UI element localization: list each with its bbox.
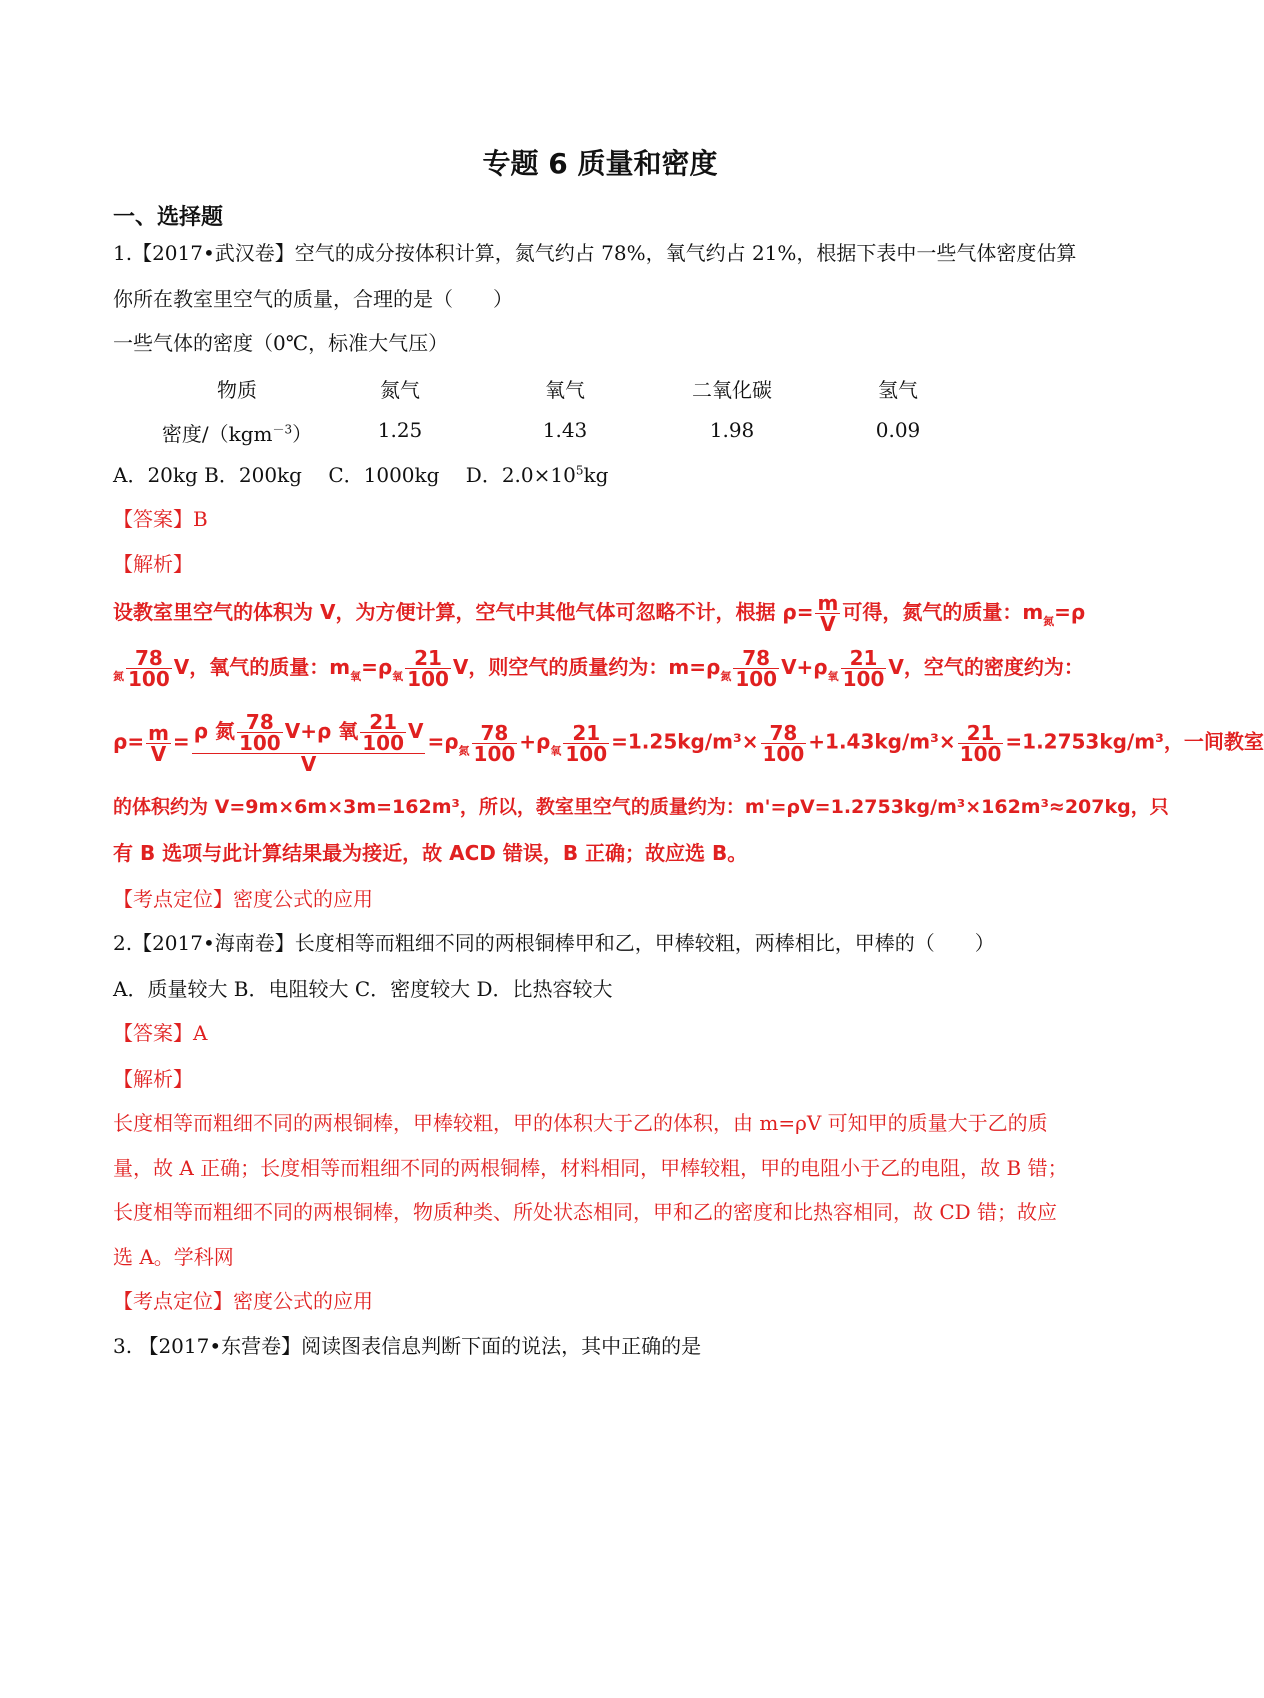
q1-analysis-line-4: 的体积约为 V=9m×6m×3m=162m³，所以，教室里空气的质量约为：m'=ρV=1.2753kg/m³×162m³≈207kg，只 [113,796,1169,818]
q1-answer: 【答案】B [113,507,208,531]
table-header-cell: 氢气 [878,378,918,402]
q2-options: A．质量较大 B．电阻较大 C．密度较大 D．比热容较大 [113,977,613,1001]
table-header-cell: 二氧化碳 [692,378,772,402]
q2-point: 【考点定位】密度公式的应用 [113,1289,373,1313]
q1-analysis-label: 【解析】 [113,552,193,576]
q1-analysis-line-1: 设教室里空气的体积为 V，为方便计算，空气中其他气体可忽略不计，根据 ρ= $\frac{m}{V}$ 可得，氮气的质量：$m_氮=\rho$ [113,591,1086,636]
q2-answer: 【答案】A [113,1021,208,1045]
page-title: 专题 6 质量和密度 [482,147,718,180]
section-heading: 一、选择题 [113,205,224,230]
table-header-cell: 物质 [217,378,257,402]
q1-stem-line-2: 你所在教室里空气的质量，合理的是（ ） [113,287,513,311]
table-header-cell: 氧气 [545,378,585,402]
q2-analysis-label: 【解析】 [113,1067,193,1091]
q1-table-caption: 一些气体的密度（0℃，标准大气压） [113,331,449,355]
q1-stem-line-1: 1.【2017•武汉卷】空气的成分按体积计算，氮气约占 78%，氧气约占 21%，根据下表中一些气体密度估算 [113,241,1077,265]
q2-analysis-line: 长度相等而粗细不同的两根铜棒，物质种类、所处状态相同，甲和乙的密度和比热容相同，故 CD 错；故应 [113,1200,1058,1224]
q2-analysis-line: 选 A。学科网 [113,1245,234,1269]
table-value-cell: 1.43 [542,418,588,442]
table-value-cell: 0.09 [875,418,921,442]
table-value-cell: 1.25 [377,418,423,442]
table-row-label: 密度/（kgm$^{-3}$） [161,422,313,446]
q1-options: A．20kg B．200kg C．1000kg D．$2.0\times 10^5kg$ [113,463,609,487]
q1-point: 【考点定位】密度公式的应用 [113,887,373,911]
table-header-cell: 氮气 [380,378,420,402]
q2-analysis-line: 长度相等而粗细不同的两根铜棒，甲棒较粗，甲的体积大于乙的体积，由 m=ρV 可知甲的质量大于乙的质 [113,1111,1048,1135]
q2-analysis-line: 量，故 A 正确；长度相等而粗细不同的两根铜棒，材料相同，甲棒较粗，甲的电阻小于乙的电阻，故 B 错； [113,1156,1068,1180]
table-value-cell: 1.98 [709,418,755,442]
q1-analysis-line-2: $_氮$ $\frac{78}{100}$ V，氧气的质量：$m_氧=\rho_氧$ $\frac{21}{100}$ V，则空气的质量约为：$m=\rho_氮$ $\frac{78}{100}$ $V+\rho_氧$ $\frac{21}{100}$ V，空气的密度约为： [113,646,1084,691]
q2-stem: 2.【2017•海南卷】长度相等而粗细不同的两根铜棒甲和乙，甲棒较粗，两棒相比，甲棒的（ ） [113,931,995,955]
q1-analysis-line-3: ρ= $\frac{m}{V}$ = ρ 氮 $\frac{78}{100}$ V+ρ 氧 $\frac{21}{100}$ V V $=\rho_氮$ $\frac{78}{100}$ $+\rho_氧$ $\frac{21}{100}$ =1.25kg/m³× $\frac{78}{100}$ +1.43kg/m³× $\frac{21}{100}$ =1.2753kg/m³，一间教室 [113,710,1264,776]
q3-stem: 3. 【2017•东营卷】阅读图表信息判断下面的说法，其中正确的是 [113,1334,702,1358]
q1-analysis-line-5: 有 B 选项与此计算结果最为接近，故 ACD 错误，B 正确；故应选 B。 [113,841,748,865]
